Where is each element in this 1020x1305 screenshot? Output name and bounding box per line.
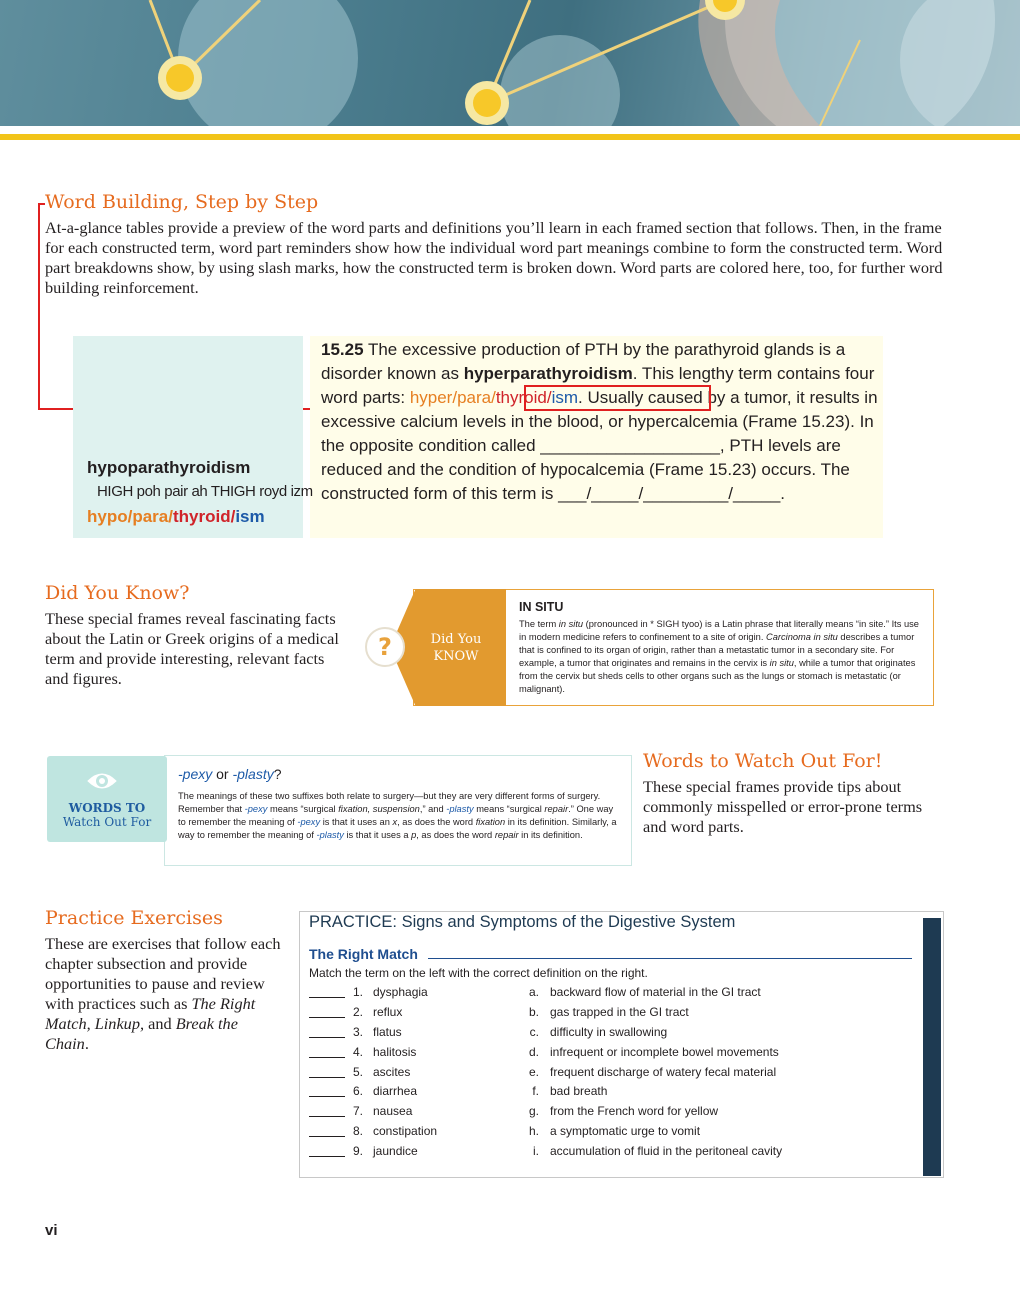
w-i5: p <box>411 830 417 840</box>
pexy-plasty-text <box>178 790 623 842</box>
answer-blank[interactable] <box>309 1017 345 1018</box>
insitu-i1: in situ <box>558 619 584 629</box>
item-number: 7. <box>352 1104 363 1119</box>
definition-text: from the French word for yellow <box>550 1104 719 1119</box>
definition-letter: b. <box>528 1004 539 1019</box>
item-number: 6. <box>352 1084 363 1099</box>
definition-text: a symptomatic urge to vomit <box>550 1124 701 1139</box>
callout-bracket <box>38 203 41 410</box>
w-i6: repair <box>494 830 519 840</box>
words-to-watch-heading: Words to Watch Out For! <box>643 750 883 772</box>
definition-letter: e. <box>528 1064 539 1079</box>
w-t9: is that it uses a <box>343 830 412 840</box>
pe-body-1: These are exercises that follow each chapter subsection and provide opportunities to pause and review with practices such as <box>45 934 281 1013</box>
w-t5: .” One way to remember the meaning of <box>178 804 614 827</box>
yellow-divider-rule <box>0 134 1020 140</box>
w-t10: , as does the word <box>416 830 495 840</box>
w-t7: , as does the word <box>397 817 476 827</box>
in-situ-text <box>519 618 924 696</box>
in-situ-title: IN SITU <box>519 600 564 614</box>
heading-or: or <box>212 766 233 782</box>
w-t8: in its definition. Similarly, a way to remember the meaning of <box>178 817 617 840</box>
badge-line-2: KNOW <box>433 649 479 664</box>
w-t3: ,” and <box>419 804 447 814</box>
frame-text-2: . This lengthy term contains four word parts: <box>321 364 875 407</box>
matching-row <box>309 1104 919 1124</box>
matching-row <box>309 1084 919 1104</box>
definition-text: bad breath <box>550 1084 608 1099</box>
item-term: flatus <box>373 1024 402 1039</box>
did-you-know-badge-label <box>420 631 492 665</box>
w-t4: means “surgical <box>473 804 545 814</box>
answer-blank[interactable] <box>309 1156 345 1157</box>
definition-text: infrequent or incomplete bowel movements <box>550 1044 779 1059</box>
practice-box-title: PRACTICE: Signs and Symptoms of the Digestive System <box>309 913 736 931</box>
w-i1: fixation, suspension <box>338 804 420 814</box>
definition-text: accumulation of fluid in the peritoneal cavity <box>550 1144 783 1159</box>
insitu-i3: in situ <box>769 658 794 668</box>
item-number: 4. <box>352 1044 363 1059</box>
practice-heading: Practice Exercises <box>45 907 223 929</box>
w-b4: -plasty <box>316 830 344 840</box>
callout-bracket-top <box>38 203 45 205</box>
words-to-watch-badge-label <box>47 801 167 829</box>
frame-text-1: The excessive production of PTH by the parathyroid glands is a disorder known as <box>321 340 846 383</box>
item-number: 2. <box>352 1004 363 1019</box>
w-t6: is that it uses an <box>320 817 393 827</box>
matching-row <box>309 1025 919 1045</box>
matching-row <box>309 1144 919 1164</box>
insitu-t3: describes a tumor that is confined to its organ of origin, rather than a metastatic tumor in a secondary site. For example, a tumor that originates and remains in the cervix is <box>519 632 915 668</box>
w-t11: in its definition. <box>518 830 583 840</box>
item-number: 1. <box>352 985 363 999</box>
pe-body-italic-2: Break the Chain <box>45 1014 238 1053</box>
right-match-instructions: Match the term on the left with the correct definition on the right. <box>309 966 648 980</box>
item-term: jaundice <box>373 1144 418 1159</box>
insitu-i2: Carcinoma in situ <box>766 632 838 642</box>
definition-letter: d. <box>528 1044 539 1059</box>
part-ism: ism <box>235 507 265 526</box>
item-number: 8. <box>352 1124 363 1139</box>
pe-body-3: . <box>84 1034 89 1053</box>
eye-icon <box>86 769 118 793</box>
answer-blank[interactable] <box>309 1077 345 1078</box>
heading-pexy: -pexy <box>178 766 213 782</box>
answer-term: hypoparathyroidism <box>87 458 251 477</box>
definition-letter: h. <box>528 1124 539 1139</box>
frame-part-hyper: hyper/ <box>409 388 458 407</box>
pexy-plasty-heading <box>178 766 282 782</box>
pe-body-italic: The Right Match, Linkup, <box>45 994 256 1033</box>
item-term: nausea <box>373 1104 413 1119</box>
item-number: 5. <box>352 1064 363 1079</box>
heading-plasty: -plasty <box>232 766 274 782</box>
item-number: 3. <box>352 1024 363 1039</box>
part-para: para/ <box>132 507 173 526</box>
matching-row <box>309 985 919 1005</box>
practice-side-bar <box>923 918 941 1176</box>
wtw-label-line-2: Watch Out For <box>62 815 152 829</box>
item-term: dysphagia <box>373 985 428 999</box>
practice-description <box>45 934 285 1054</box>
answer-pronunciation: HIGH poh pair ah THIGH royd izm <box>97 483 313 500</box>
definition-letter: a. <box>528 985 539 999</box>
w-i2: repair <box>544 804 569 814</box>
frame-part-para: para/ <box>457 388 496 407</box>
answer-blank[interactable] <box>309 1057 345 1058</box>
answer-blank[interactable] <box>309 1037 345 1038</box>
w-t1: The meanings of these two suffixes both relate to surgery—but they are very different forms of surgery. Remember that <box>178 791 601 814</box>
molecule-illustration <box>0 0 1020 126</box>
w-b2: -plasty <box>446 804 474 814</box>
part-hypo: hypo/ <box>87 507 133 526</box>
header-banner-image <box>0 0 1020 126</box>
page-number: vi <box>45 1222 58 1239</box>
definition-letter: i. <box>533 1144 539 1159</box>
did-you-know-heading: Did You Know? <box>45 582 190 604</box>
right-match-title: The Right Match <box>309 946 418 962</box>
definition-text: difficulty in swallowing <box>550 1024 668 1039</box>
heading-q: ? <box>273 766 282 782</box>
item-term: halitosis <box>373 1044 417 1059</box>
definition-text: frequent discharge of watery fecal material <box>550 1064 777 1079</box>
pe-body-2: and <box>144 1014 176 1033</box>
answer-blank[interactable] <box>309 1096 345 1097</box>
item-number: 9. <box>352 1144 363 1159</box>
item-term: diarrhea <box>373 1084 418 1099</box>
definition-letter: g. <box>528 1104 539 1119</box>
wtw-label-line-1: WORDS TO <box>68 801 146 815</box>
frame-part-thyroid: thyroid/ <box>495 388 552 407</box>
insitu-t2: (pronounced in * SIGH tyoo) is a Latin phrase that literally means “in site.” Its use in modern medicine refers to confinement to a site of origin. <box>519 619 919 642</box>
right-match-rule <box>428 958 912 959</box>
w-i4: fixation <box>475 817 506 827</box>
w-t2: means “surgical <box>267 804 339 814</box>
definition-letter: f. <box>532 1084 539 1099</box>
w-b3: -pexy <box>297 817 321 827</box>
item-term: constipation <box>373 1124 438 1139</box>
frame-part-ism: ism <box>551 388 579 407</box>
item-term: ascites <box>373 1064 411 1079</box>
frame-key-term: hyperparathyroidism <box>463 364 633 383</box>
matching-list <box>309 985 919 1164</box>
answer-blank[interactable] <box>309 997 345 998</box>
question-mark-icon: ? <box>365 627 405 667</box>
insitu-t1: The term <box>519 619 559 629</box>
matching-row <box>309 1124 919 1144</box>
matching-row <box>309 1065 919 1085</box>
matching-row <box>309 1045 919 1065</box>
word-building-description: At-a-glance tables provide a preview of the word parts and definitions you’ll learn in each framed section that follows. Then, in the frame for each constructed term, word part reminders show how the individual word part meanings combine to form the constructed term. Word part breakdowns show, by using slash marks, how the constructed term is broken down. Word parts are colored here, too, for further word building reinforcement. <box>45 218 943 297</box>
frame-number: 15.25 <box>321 340 364 359</box>
answer-blank[interactable] <box>309 1136 345 1137</box>
answer-blank[interactable] <box>309 1116 345 1117</box>
words-to-watch-description: These special frames provide tips about commonly misspelled or error-prone terms and word parts. <box>643 777 923 836</box>
frame-text-3: . Usually caused by a tumor, it results in excessive calcium levels in the blood, or hypercalcemia (Frame 15.23). In the opposite condition called ___________________, PTH levels are reduced and the condition of hypocalcemia (Frame 15.23) occurs. The constructed form of this term is ___/_____/_________/_____. <box>321 388 878 503</box>
word-parts-highlight-box <box>524 385 711 411</box>
part-thyroid: thyroid/ <box>172 507 236 526</box>
item-term: reflux <box>373 1004 403 1019</box>
badge-line-1: Did You <box>430 632 482 647</box>
answer-word-parts <box>87 507 265 527</box>
word-building-heading: Word Building, Step by Step <box>45 191 319 213</box>
definition-text: gas trapped in the GI tract <box>550 1004 689 1019</box>
w-i3: x <box>392 817 398 827</box>
frame-paragraph <box>321 338 881 506</box>
matching-row <box>309 1005 919 1025</box>
w-b1: -pexy <box>244 804 268 814</box>
definition-letter: c. <box>529 1024 539 1039</box>
insitu-t4: , while a tumor that originates from the cervix but sheds cells to other organs such as the lungs or stomach is metastatic (or malignant). <box>519 658 916 694</box>
did-you-know-description: These special frames reveal fascinating facts about the Latin or Greek origins of a medical term and provide interesting, relevant facts and figures. <box>45 609 339 688</box>
definition-text: backward flow of material in the GI tract <box>550 985 761 999</box>
